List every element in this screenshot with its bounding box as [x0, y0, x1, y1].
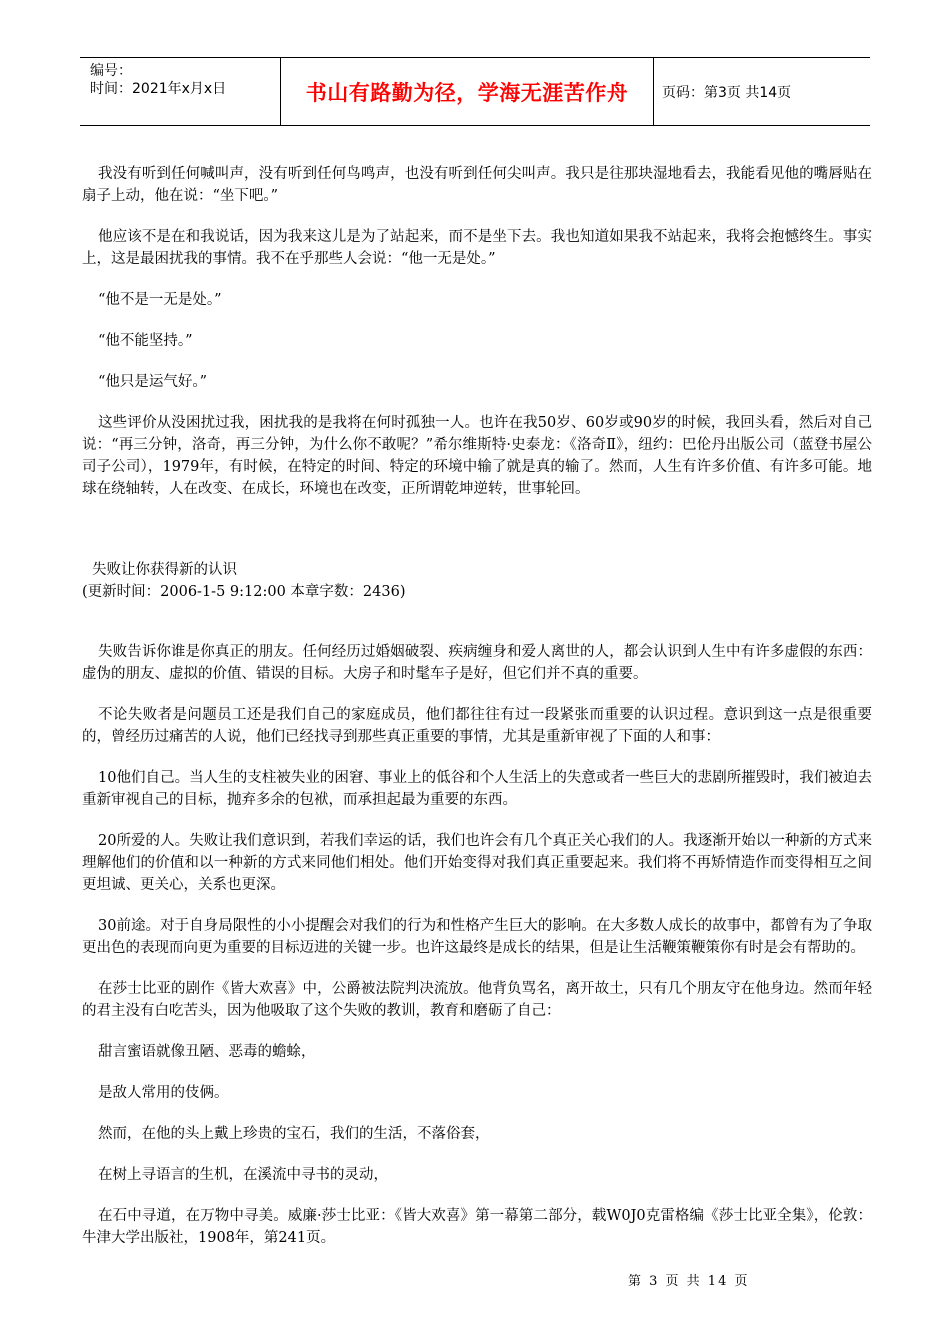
document-number-label: 编号： [90, 63, 132, 79]
document-body [82, 163, 872, 1268]
paragraph: 10他们自己。当人生的支柱被失业的困窘、事业上的低谷和个人生活上的失意或者一些巨大的悲剧所摧毁时，我们被迫去重新审视自己的目标，抛弃多余的包袱，而承担起最为重要的东西。 [82, 770, 872, 808]
paragraph: “他只是运气好。” [98, 374, 208, 390]
paragraph: 失败告诉你谁是你真正的朋友。任何经历过婚姻破裂、疾病缠身和爱人离世的人，都会认识到人生中有许多虚假的东西：虚伪的朋友、虚拟的价值、错误的目标。大房子和时髦车子是好，但它们并不真的重要。 [82, 644, 872, 682]
paragraph: 30前途。对于自身局限性的小小提醒会对我们的行为和性格产生巨大的影响。在大多数人成长的故事中，都曾有为了争取更出色的表现而向更为重要的目标迈进的关键一步。也许这最终是成长的结果，但是让生活鞭策鞭策你有时是会有帮助的。 [82, 918, 872, 956]
paragraph: 在石中寻道，在万物中寻美。威廉·莎士比亚：《皆大欢喜》第一幕第二部分，载W0J0克雷格编《莎士比亚全集》，伦敦：牛津大学出版社，1908年，第241页。 [82, 1208, 872, 1246]
paragraph: 20所爱的人。失败让我们意识到，若我们幸运的话，我们也许会有几个真正关心我们的人。我逐渐开始以一种新的方式来理解他们的价值和以一种新的方式来同他们相处。他们开始变得对我们真正重要起来。我们将不再矫情造作而变得相互之间更坦诚、更关心，关系也更深。 [82, 833, 872, 893]
poem-line: 然而，在他的头上戴上珍贵的宝石，我们的生活，不落俗套， [98, 1126, 490, 1142]
paragraph: 他应该不是在和我说话，因为我来这儿是为了站起来，而不是坐下去。我也知道如果我不站起来，我将会抱憾终生。事实上，这是最困扰我的事情。我不在乎那些人会说：“他一无是处。” [82, 229, 872, 267]
section-spacer [82, 519, 872, 559]
header-motto: 书山有路勤为径，学海无涯苦作舟 [305, 80, 629, 105]
header-page-cell [654, 58, 870, 125]
header-page-label: 页码：第3页 共14页 [662, 84, 792, 101]
poem-line: 是敌人常用的伎俩。 [98, 1085, 229, 1101]
section-title: 失败让你获得新的认识 [92, 562, 237, 578]
header-motto-cell [281, 58, 654, 125]
paragraph: 不论失败者是问题员工还是我们自己的家庭成员，他们都往往有过一段紧张而重要的认识过程。意识到这一点是很重要的，曾经历过痛苦的人说，他们已经找寻到那些真正重要的事情，尤其是重新审视了下面的人和事： [82, 707, 872, 745]
paragraph: 在莎士比亚的剧作《皆大欢喜》中，公爵被法院判决流放。他背负骂名，离开故土，只有几个朋友守在他身边。然而年轻的君主没有白吃苦头，因为他吸取了这个失败的教训，教育和磨砺了自己： [82, 981, 872, 1019]
paragraph: 我没有听到任何喊叫声，没有听到任何鸟鸣声，也没有听到任何尖叫声。我只是往那块湿地看去，我能看见他的嘴唇贴在扇子上动，他在说：“坐下吧。” [82, 166, 872, 204]
page-footer: 第 3 页 共 14 页 [628, 1274, 750, 1289]
poem-line: 甜言蜜语就像丑陋、恶毒的蟾蜍， [98, 1044, 316, 1060]
document-date-label: 时间：2021年x月x日 [90, 81, 227, 97]
paragraph: “他不能坚持。” [98, 333, 193, 349]
header-meta-cell [80, 58, 281, 125]
section-meta: (更新时间：2006-1-5 9:12:00 本章字数：2436) [82, 584, 406, 600]
poem-line: 在树上寻语言的生机，在溪流中寻书的灵动， [98, 1167, 388, 1183]
document-header [80, 57, 870, 126]
paragraph: “他不是一无是处。” [98, 292, 222, 308]
paragraph: 这些评价从没困扰过我，困扰我的是我将在何时孤独一人。也许在我50岁、60岁或90岁的时候，我回头看，然后对自己说：“再三分钟，洛奇，再三分钟，为什么你不敢呢？”希尔维斯特·史泰龙：《洛奇Ⅱ》，纽约：巴伦丹出版公司（蓝登书屋公司子公司），1979年，有时候，在特定的时间、特定的环境中输了就是真的输了。然而，人生有许多价值、有许多可能。地球在绕轴转，人在改变、在成长，环境也在改变，正所谓乾坤逆转，世事轮回。 [82, 415, 872, 497]
